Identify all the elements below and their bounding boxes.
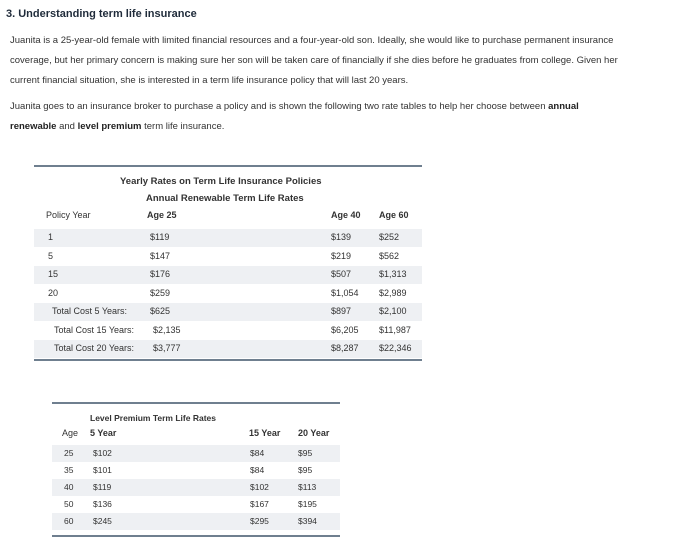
annual-cell: $139 [331,232,352,242]
level-cell: $295 [250,516,269,526]
level-cell: 60 [64,516,74,526]
level-cell: $84 [250,448,265,458]
broker-text-suffix: term life insurance. [141,121,225,132]
annual-cell: $252 [379,232,400,242]
header-age: Age [62,428,79,438]
annual-table-row [34,285,422,303]
level-cell: $84 [250,465,265,475]
header-15-year: 15 Year [249,428,281,438]
level-top-rule [52,402,340,404]
broker-bold-annual: annual [548,101,579,112]
level-cell: $394 [298,516,317,526]
broker-bold-level: level premium [77,121,142,132]
annual-cell: $2,989 [379,287,407,298]
annual-cell: $219 [331,250,352,261]
annual-cell: Total Cost 20 Years: [54,343,135,353]
level-cell: $167 [250,499,269,509]
annual-cell: $147 [150,250,171,261]
header-policy-year: Policy Year [46,210,91,220]
annual-table-title: Yearly Rates on Term Life Insurance Policies [120,176,322,187]
level-bottom-rule [52,535,340,537]
annual-cell: $119 [150,232,170,242]
level-table-row [52,496,340,513]
annual-cell: $176 [150,269,171,279]
level-premium-table [52,398,340,540]
level-cell: $113 [298,482,317,492]
level-cell: 25 [64,448,74,458]
annual-cell: $2,135 [153,324,181,335]
annual-table-row [34,248,422,266]
annual-cell: 1 [48,232,54,242]
annual-cell: $3,777 [153,343,181,353]
level-table-row [52,445,340,462]
annual-cell: $259 [150,287,171,298]
level-cell: 35 [64,465,74,475]
annual-cell: $2,100 [379,306,407,316]
annual-table-subtitle: Annual Renewable Term Life Rates [146,193,304,204]
table-top-rule [34,165,422,167]
annual-cell: $1,313 [379,269,407,279]
header-age-40: Age 40 [331,210,361,220]
annual-renewable-table [34,160,422,365]
annual-cell: $507 [331,269,352,279]
annual-table-row [34,303,422,321]
level-cell: $102 [93,448,112,458]
level-cell: $95 [298,448,313,458]
level-cell: $101 [93,465,112,475]
question-title: 3. Understanding term life insurance [6,8,197,20]
level-cell: $95 [298,465,313,475]
annual-cell: $6,205 [331,324,359,335]
level-table-row [52,462,340,479]
level-cell: $119 [93,482,112,492]
annual-cell: 15 [48,269,59,279]
annual-table-row [34,322,422,340]
annual-cell: 20 [48,287,59,298]
level-cell: $102 [250,482,269,492]
level-table-row [52,479,340,496]
intro-line: current financial situation, she is interested in a term life insurance policy that will last 20 years. [10,75,409,86]
level-cell: $245 [93,516,112,526]
annual-cell: Total Cost 15 Years: [54,324,135,335]
level-cell: $136 [93,499,112,509]
broker-bold-renewable: renewable [10,121,57,132]
annual-cell: $625 [150,306,171,316]
annual-header-row [34,210,422,228]
annual-cell: $22,346 [379,343,412,353]
annual-cell: $897 [331,306,352,316]
intro-line: coverage, but her primary concern is making sure her son will be taken care of financially if she dies before he graduates from college. Given her [10,55,618,66]
level-table-row [52,513,340,530]
broker-paragraph [10,97,650,137]
intro-line: Juanita is a 25-year-old female with limited financial resources and a four-year-old son. Ideally, she would like to purchase permanent insurance [10,35,614,46]
header-5-year: 5 Year [90,428,117,438]
annual-cell: $11,987 [379,324,411,335]
table-bottom-rule [34,359,422,361]
annual-cell: $8,287 [331,343,359,353]
level-header-row [52,428,340,446]
annual-table-row [34,229,422,247]
annual-cell: $562 [379,250,400,261]
annual-cell: Total Cost 5 Years: [52,306,128,316]
broker-text: Juanita goes to an insurance broker to purchase a policy and is shown the following two rate tables to help her choose between [10,101,549,112]
intro-paragraph [10,31,670,91]
level-cell: $195 [298,499,317,509]
level-cell: 50 [64,499,74,509]
annual-cell: $1,054 [331,287,359,298]
header-20-year: 20 Year [298,428,330,438]
level-table-title: Level Premium Term Life Rates [90,413,216,423]
annual-table-row [34,266,422,284]
level-cell: 40 [64,482,74,492]
annual-cell: 5 [48,250,54,261]
header-age-25: Age 25 [147,210,177,220]
annual-table-row [34,340,422,358]
header-age-60: Age 60 [379,210,409,220]
broker-text-and: and [56,121,78,132]
